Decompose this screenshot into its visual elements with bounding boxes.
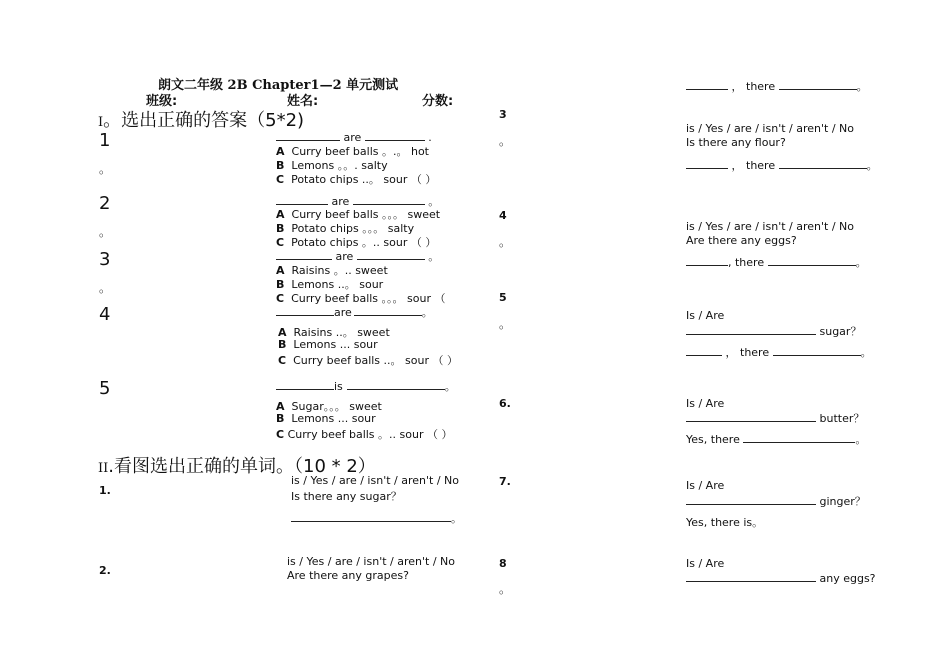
there-text: there [740, 346, 770, 359]
option-letter: A [276, 264, 285, 277]
q5-number: 5 [99, 378, 111, 399]
answer-blank[interactable] [686, 323, 816, 335]
q2-stem-verb: are [331, 195, 350, 208]
r-q6-answer-text: Yes, there [686, 433, 740, 446]
option-letter: A [276, 145, 285, 158]
end-mark: 。 [855, 256, 867, 269]
comma: ， [725, 346, 737, 359]
q5-stem [276, 378, 456, 394]
section-1-title: 。选出正确的答案（5*2) [103, 110, 305, 131]
r-q5-choice: Is / Are [686, 309, 725, 322]
r-q3-question: Is there any flour? [686, 136, 786, 149]
section-1-roman: I [98, 115, 104, 130]
q4-stem-end: 。 [421, 306, 433, 319]
option-text: Lemons ..。 sour [291, 278, 384, 291]
q5-option-c[interactable] [276, 426, 452, 442]
end-mark: 。 [866, 159, 878, 172]
answer-blank[interactable] [686, 157, 728, 169]
r-q4-answer [686, 254, 867, 270]
option-letter: A [276, 208, 285, 221]
q1-option-c[interactable] [276, 171, 436, 187]
answer-blank[interactable] [768, 254, 856, 266]
p2-q1-answer [291, 510, 462, 526]
option-text: Raisins 。.. sweet [291, 264, 388, 277]
answer-blank[interactable] [276, 193, 328, 205]
comma: ， [731, 80, 743, 93]
r-q5-answer [686, 344, 872, 360]
q1-number: 1 [99, 130, 111, 151]
there-text: , there [728, 256, 765, 269]
p2-q2-question: Are there any grapes? [287, 569, 409, 582]
q4-stem [276, 304, 433, 320]
r-q6-word: butter？ [819, 412, 865, 425]
p2-q1-number: 1. [99, 484, 111, 497]
q2-number: 2 [99, 193, 111, 214]
r-q3-number: 3 [499, 108, 507, 121]
option-letter: B [276, 278, 285, 291]
end-mark: 。 [860, 346, 872, 359]
r-q3-dot: 。 [499, 134, 512, 148]
option-text: Curry beef balls ..。 sour （ ） [293, 354, 458, 367]
option-letter: B [276, 159, 285, 172]
answer-blank[interactable] [686, 254, 728, 266]
r-q6-number: 6. [499, 397, 511, 410]
option-text: Potato chips 。。。 salty [291, 222, 415, 235]
answer-blank[interactable] [291, 510, 451, 522]
r-q7-answer: Yes, there is。 [686, 516, 764, 529]
answer-blank[interactable] [276, 248, 332, 260]
r-q3-words: is / Yes / are / isn't / aren't / No [686, 122, 854, 135]
r-q8-number: 8 [499, 557, 507, 570]
section-2-roman: II [98, 461, 109, 476]
comma: ， [731, 159, 743, 172]
q4-number: 4 [99, 304, 111, 325]
page-title: 朗文二年级 2B Chapter1—2 单元测试 [158, 78, 399, 93]
option-letter: A [278, 326, 287, 339]
p2-q1-words: is / Yes / are / isn't / aren't / No [291, 474, 459, 487]
q4-stem-verb: are [334, 306, 352, 319]
r-q4-number: 4 [499, 209, 507, 222]
q3-dot: 。 [99, 281, 112, 295]
option-text: Sugar。。。 sweet [291, 400, 382, 413]
q3-stem-verb: are [335, 250, 354, 263]
q1-dot: 。 [99, 162, 112, 176]
answer-blank[interactable] [357, 248, 425, 260]
p2-q1-end: 。 [451, 512, 462, 525]
option-text: Curry beef balls 。.. sour （ ） [287, 428, 453, 441]
name-label: 姓名: [287, 94, 319, 109]
answer-blank[interactable] [276, 129, 340, 141]
option-text: Curry beef balls 。。。 sour （ [291, 292, 446, 305]
class-label: 班级: [146, 94, 178, 109]
q5-stem-end: 。 [444, 380, 456, 393]
q5-stem-verb: is [334, 380, 343, 393]
r-q5-number: 5 [499, 291, 507, 304]
r-q8-word: any eggs? [819, 572, 876, 585]
answer-blank[interactable] [743, 431, 855, 443]
answer-blank[interactable] [686, 78, 728, 90]
option-letter: C [278, 354, 287, 367]
there-text: there [746, 80, 776, 93]
option-letter: C [276, 173, 285, 186]
r-q5-question [686, 323, 861, 339]
r-q7-question [686, 493, 866, 509]
answer-blank[interactable] [779, 78, 857, 90]
p2-q1-question: Is there any sugar？ [291, 490, 402, 503]
q5-option-b[interactable] [276, 412, 376, 425]
option-text: Curry beef balls 。。。 sweet [291, 208, 441, 221]
q2-stem-end: 。 [428, 195, 440, 208]
r-q5-word: sugar？ [819, 325, 862, 338]
answer-blank[interactable] [354, 304, 422, 316]
r-q4-question: Are there any eggs? [686, 234, 797, 247]
q4-option-b[interactable] [278, 338, 378, 351]
r-q7-number: 7. [499, 475, 511, 488]
option-text: Curry beef balls 。.。 hot [291, 145, 429, 158]
r-q6-answer [686, 431, 866, 447]
end-mark: 。 [856, 80, 868, 93]
q3-stem-end: 。 [428, 250, 440, 263]
q1-stem [276, 129, 432, 144]
option-letter: C [276, 428, 285, 441]
answer-blank[interactable] [353, 193, 425, 205]
r-q8-choice: Is / Are [686, 557, 725, 570]
q3-number: 3 [99, 249, 111, 270]
answer-blank[interactable] [686, 410, 816, 422]
answer-blank[interactable] [686, 344, 722, 356]
end-mark: 。 [855, 433, 867, 446]
r-q4-words: is / Yes / are / isn't / aren't / No [686, 220, 854, 233]
r-q6-question [686, 410, 864, 426]
answer-blank[interactable] [365, 129, 425, 141]
r-q3-answer [686, 157, 878, 173]
option-letter: B [276, 412, 285, 425]
option-letter: B [278, 338, 287, 351]
answer-blank[interactable] [686, 570, 816, 582]
answer-blank[interactable] [276, 304, 334, 316]
option-letter: C [276, 236, 285, 249]
r-q8-dot: 。 [499, 582, 512, 596]
section-1-heading [98, 106, 304, 132]
top-answer-line [686, 78, 868, 94]
option-letter: C [276, 292, 285, 305]
option-text: Lemons ... sour [293, 338, 378, 351]
answer-blank[interactable] [347, 378, 445, 390]
answer-blank[interactable] [779, 157, 867, 169]
answer-blank[interactable] [773, 344, 861, 356]
section-2-title: .看图选出正确的单词。（10 * 2） [108, 456, 376, 477]
there-text: there [746, 159, 776, 172]
option-text: Potato chips ..。 sour （ ） [291, 173, 437, 186]
r-q5-dot: 。 [499, 317, 512, 331]
r-q7-choice: Is / Are [686, 479, 725, 492]
option-text: Lemons 。。. salty [291, 159, 388, 172]
answer-blank[interactable] [276, 378, 334, 390]
answer-blank[interactable] [686, 493, 816, 505]
q1-stem-end: . [428, 131, 432, 144]
option-letter: A [276, 400, 285, 413]
option-letter: B [276, 222, 285, 235]
score-label: 分数: [422, 94, 454, 109]
p2-q2-number: 2. [99, 564, 111, 577]
option-text: Potato chips 。.. sour （ ） [291, 236, 437, 249]
r-q7-word: ginger？ [819, 495, 866, 508]
r-q6-choice: Is / Are [686, 397, 725, 410]
r-q4-dot: 。 [499, 235, 512, 249]
r-q8-question [686, 570, 876, 585]
option-text: Raisins ..。 sweet [293, 326, 390, 339]
option-text: Lemons ... sour [291, 412, 376, 425]
q2-dot: 。 [99, 225, 112, 239]
p2-q2-words: is / Yes / are / isn't / aren't / No [287, 555, 455, 568]
q1-stem-verb: are [343, 131, 362, 144]
q4-option-c[interactable] [278, 352, 458, 368]
